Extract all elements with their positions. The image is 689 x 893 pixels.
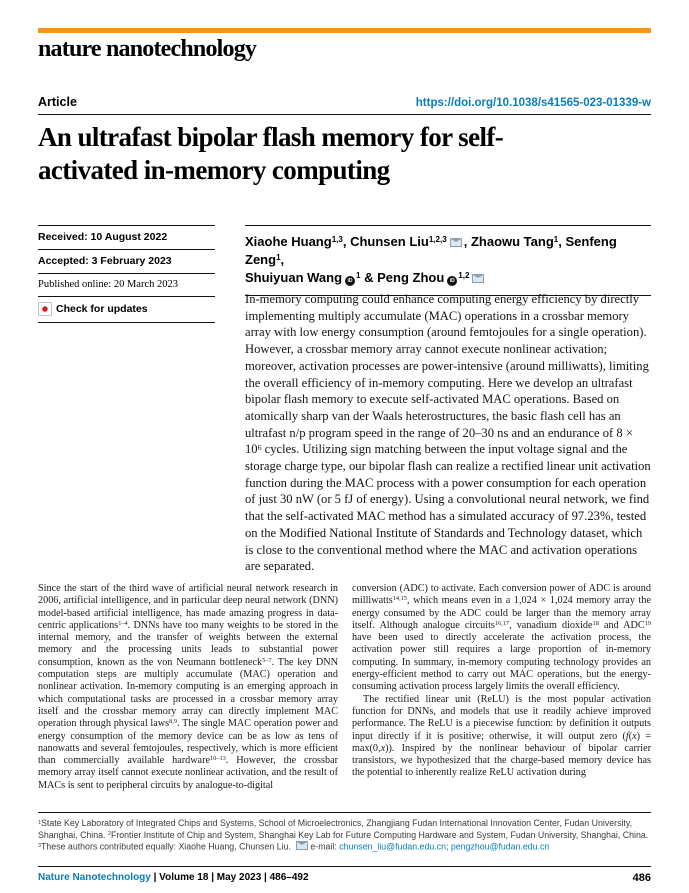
page-footer <box>38 872 651 884</box>
received-date: Received: 10 August 2022 <box>38 225 215 249</box>
page-number: 486 <box>632 872 651 884</box>
email-icon[interactable] <box>296 841 308 850</box>
orcid-icon[interactable] <box>345 276 355 286</box>
footer-rule <box>38 866 651 867</box>
journal-logo: nature nanotechnology <box>38 36 257 62</box>
email-icon[interactable] <box>450 238 462 247</box>
page-title: An ultrafast bipolar flash memory for self-activated in-memory computing <box>38 122 504 185</box>
affiliations-footnote: $^1$State Key Laboratory of Integrated Chips and Systems, School of Microelectronics, Zhangjiang Fudan International Innovation Center, Fudan University, Shanghai, China. $^2$Frontier Institute of Chip and System, Shanghai Key Lab for Future Computing Hardware and System, Fudan University, Shanghai, China. $^3$These authors contributed equally: Xiaohe Huang, Chunsen Liu. e-mail: chunsen_liu@fudan.edu.cn; pengzhou@fudan.edu.cn <box>38 818 649 852</box>
email-link[interactable]: chunsen_liu@fudan.edu.cn <box>339 841 446 852</box>
author-list: Xiaohe Huang$^{1,3}$, Chunsen Liu$^{1,2,3}$ , Zhaowu Tang$^1$, Senfeng Zeng$^1$, Shuiyuan WangiD $^1$ & Peng ZhouiD $^{1,2}$ <box>245 225 651 296</box>
article-history-sidebar <box>38 225 215 323</box>
email-link[interactable]: pengzhou@fudan.edu.cn <box>450 841 550 852</box>
footer-citation <box>38 872 309 884</box>
abstract: In-memory computing could enhance computing energy efficiency by directly implementing multiply accumulate (MAC) operations in a crossbar memory array with low energy consumption (around femtojoules for a single operation). However, a crossbar memory array cannot execute nonlinear activation; moreover, activation processes are power-intensive (around milliwatts), limiting the overall efficiency of in-memory computing. Here we develop an ultrafast bipolar flash memory to execute self-activated MAC operations. Based on atomically sharp van der Waals heterostructures, the basic flash cell has an ultrafast n/p program speed in the range of 20–30 ns and an endurance of $8 \times 10^6$ cycles. Utilizing sign matching between the input voltage signal and the storage charge type, our bipolar flash can realize a rectified linear unit activation function during the MAC process with a power consumption for each operation of just 30 nW (or 5 fJ of energy). Using a convolutional neural network, we find that the self-activated MAC method has a simulated accuracy of 97.23%, tested on the Modified National Institute of Standards and Technology dataset, which is close to the conventional method where the MAC and activation operations are separated. <box>245 292 651 574</box>
email-icon[interactable] <box>472 274 484 283</box>
body-paragraph: conversion (ADC) to activate. Each conversion power of ADC is around milliwatts$^{14,15}$, which means even in a 1,024 × 1,024 memory array the energy consumed by the ADC could be larger than the memory array itself. Although analogue circuits$^{16,17}$, vanadium dioxide$^{18}$ and ADC$^{19}$ have been used to directly accelerate the activation process, the activation power still requires a large proportion of in-memory computing. In summary, in-memory computing technology provides an energy-efficient method to carry out MAC operations, but the energy-consuming activation process largely limits the overall efficiency. <box>352 583 651 693</box>
footer-volume-info: | Volume 18 | May 2023 | 486–492 <box>150 872 309 883</box>
crossmark-icon <box>38 302 52 316</box>
masthead-accent-bar <box>38 28 651 33</box>
footer-journal-name: Nature Nanotechnology <box>38 872 151 883</box>
doi-link[interactable]: https://doi.org/10.1038/s41565-023-01339-w <box>415 97 651 109</box>
check-for-updates-label: Check for updates <box>56 303 148 315</box>
published-date: Published online: 20 March 2023 <box>38 273 215 296</box>
body-column-right <box>352 583 651 809</box>
body-paragraph: Since the start of the third wave of artificial neural network research in 2006, artificial intelligence, and in particular deep neural network (DNN) model-based artificial intelligence, has made amazing progress in data-centric applications$^{1-4}$. DNNs have too many weights to be stored in the internal memory, and the transfer of weights between the external memory and the processing units leads to substantial power consumption, known as the von Neumann bottleneck$^{5-7}$. The key DNN computation steps are multiply accumulate (MAC) operation and nonlinear activation. In-memory computing is an emerging approach in which computational tasks are processed in a crossbar memory array itself and the crossbar memory array can directly implement MAC operation through physical laws$^{8,9}$. The single MAC operation power and energy consumption of the memory device can be as low as tens of nanowatts and several femtojoules, respectively, which is more efficient than commercially available hardware$^{10-13}$. However, the crossbar memory array itself cannot execute nonlinear activation, and the result of MACs is sent to peripheral circuits by analogue-to-digital <box>38 583 338 791</box>
article-type-label: Article <box>38 95 77 109</box>
body-column-left <box>38 583 338 809</box>
accepted-date: Accepted: 3 February 2023 <box>38 249 215 273</box>
footnote-rule <box>38 812 651 813</box>
article-header-row <box>38 95 651 109</box>
check-for-updates-button[interactable] <box>38 296 215 323</box>
header-rule <box>38 114 651 115</box>
orcid-icon[interactable] <box>447 276 457 286</box>
body-paragraph: The rectified linear unit (ReLU) is the most popular activation function for DNNs, and models that use it readily achieve improved performance. The ReLU is a piecewise function: by definition it outputs input directly if it is positive; otherwise, it will output zero (f(x) = max(0,x)). Inspired by the nonlinear behaviour of bipolar carrier transistors, we hypothesized that the charge-based memory device has the potential to inherently realize ReLU activation during <box>352 693 651 779</box>
